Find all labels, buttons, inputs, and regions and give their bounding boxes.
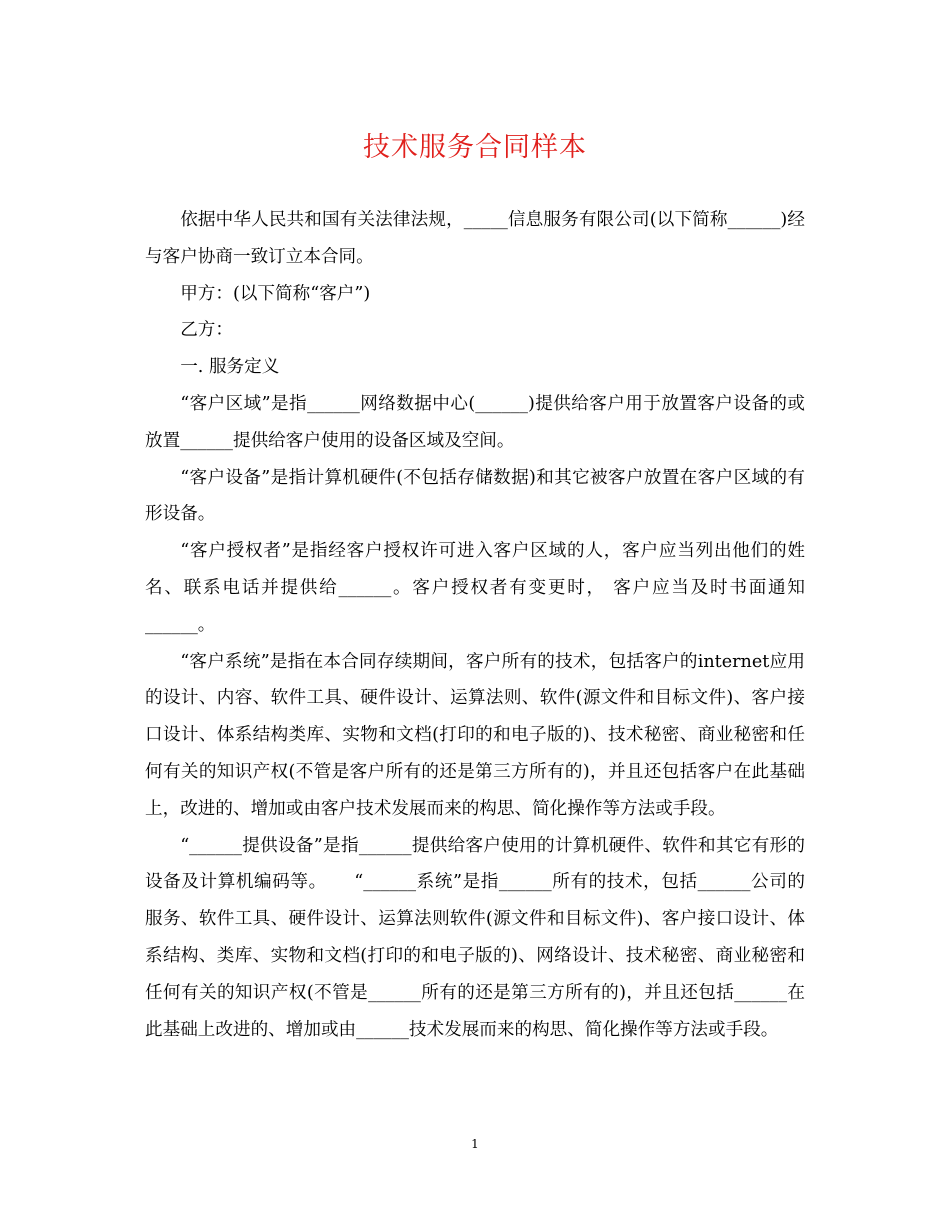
section-heading-service-definition: 一. 服务定义 [180, 357, 280, 378]
document-title: 技术服务合同样本 [363, 132, 587, 163]
paragraph-customer-system: “客户系统”是指在本合同存续期间，客户所有的技术，包括客户的internet应用的设计、内容、软件工具、硬件设计、运算法则、软件(源文件和目标文件)、客户接口设计、体系结构类库、实物和文档(打印的和电子版的)、技术秘密、商业秘密和任何有关的知识产权(不管是客户所有的还是第三方所有的)，并且还包括客户在此基础上，改进的、增加或由客户技术发展而来的构思、简化操作等方法或手段。 [145, 651, 805, 819]
page-number: 1 [471, 1137, 479, 1151]
document-body [145, 202, 805, 1048]
paragraph-customer-authorized: “客户授权者”是指经客户授权许可进入客户区域的人，客户应当列出他们的姓名、联系电话并提供给______。客户授权者有变更时， 客户应当及时书面通知______。 [145, 541, 805, 635]
paragraph-customer-area: “客户区域”是指______网络数据中心(______)提供给客户用于放置客户设备的或放置______提供给客户使用的设备区域及空间。 [145, 393, 805, 451]
paragraph-intro: 依据中华人民共和国有关法律法规，_____信息服务有限公司(以下简称______)经与客户协商一致订立本合同。 [145, 210, 805, 267]
paragraph-provided-equipment: “______提供设备”是指______提供给客户使用的计算机硬件、软件和其它有形的设备及计算机编码等。 “______系统”是指______所有的技术，包括______公司的服务、软件工具、硬件设计、运算法则软件(源文件和目标文件)、客户接口设计、体系结构、类库、实物和文档(打印的和电子版的)、网络设计、技术秘密、商业秘密和任何有关的知识产权(不管是______所有的还是第三方所有的)，并且还包括______在此基础上改进的、增加或由______技术发展而来的构思、简化操作等方法或手段。 [145, 835, 805, 1040]
paragraph-party-b: 乙方： [180, 320, 233, 341]
paragraph-customer-equipment: “客户设备”是指计算机硬件(不包括存储数据)和其它被客户放置在客户区域的有形设备。 [145, 467, 805, 525]
paragraph-party-a: 甲方：(以下简称“客户”) [180, 283, 371, 304]
